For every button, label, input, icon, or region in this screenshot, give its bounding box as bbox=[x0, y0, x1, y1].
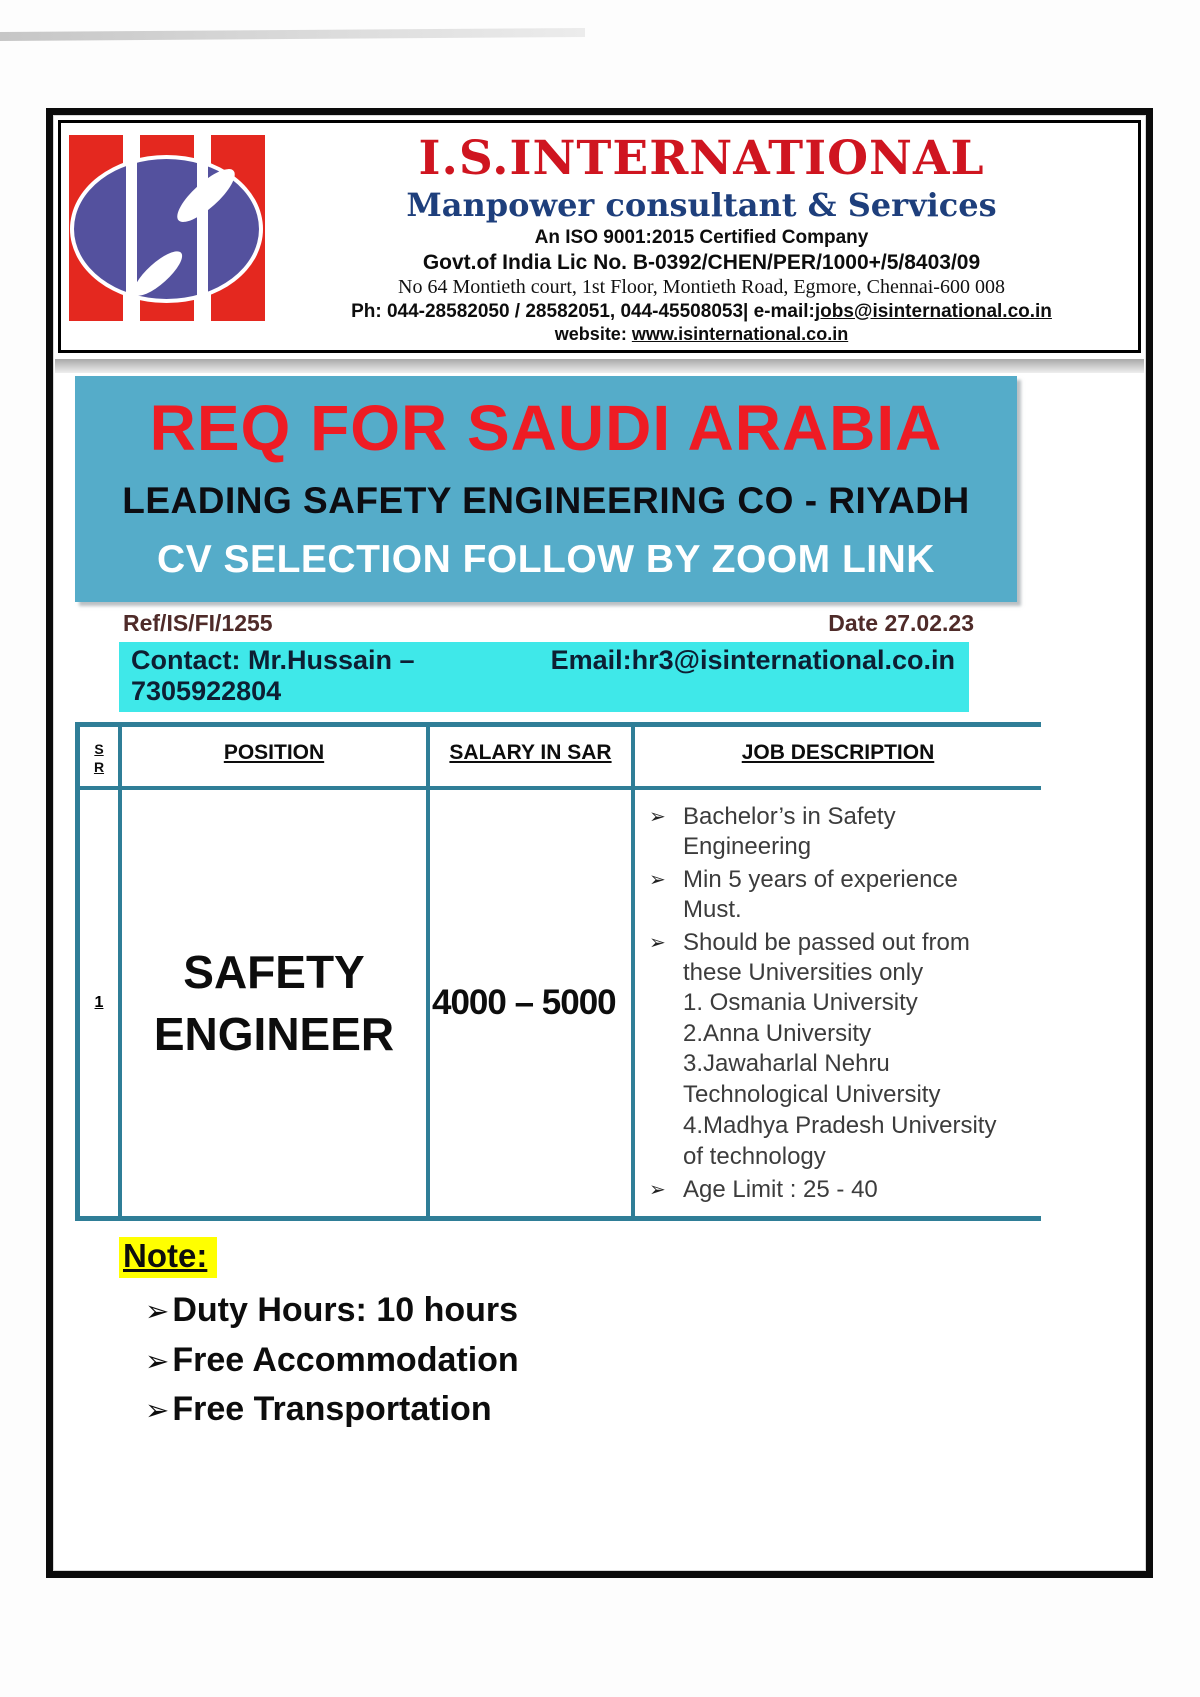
note-item: ➢ Free Accommodation bbox=[145, 1336, 1146, 1385]
job-description-item: ➢ Bachelor’s in Safety Engineering bbox=[649, 803, 896, 861]
website-link[interactable]: www.isinternational.co.in bbox=[631, 323, 849, 344]
requirement-banner bbox=[75, 376, 1017, 602]
arrowhead-bullet-icon: ➢ bbox=[145, 1394, 170, 1427]
row-salary: 4000 – 5000 bbox=[430, 790, 635, 1216]
company-name: I.S.INTERNATIONAL bbox=[418, 131, 985, 186]
university-list-item: 2.Anna University bbox=[683, 1019, 872, 1047]
reference-number: Ref/IS/FI/1255 bbox=[123, 610, 273, 637]
job-description-item: ➢ Min 5 years of experience Must. bbox=[649, 866, 958, 924]
letterhead-text bbox=[271, 123, 1138, 350]
row-serial-number: 1 bbox=[80, 790, 122, 1216]
arrowhead-bullet-icon: ➢ bbox=[649, 869, 666, 892]
company-logo-icon bbox=[69, 135, 265, 321]
license-line: Govt.of India Lic No. B-0392/CHEN/PER/1000+/5/8403/09 bbox=[422, 250, 981, 274]
address-line: No 64 Montieth court, 1st Floor, Montieth Road, Egmore, Chennai-600 008 bbox=[398, 276, 1005, 299]
note-list bbox=[145, 1286, 1146, 1434]
arrowhead-bullet-icon: ➢ bbox=[649, 806, 666, 829]
iso-certification-line: An ISO 9001:2015 Certified Company bbox=[534, 227, 869, 249]
website-line bbox=[275, 324, 1128, 344]
note-item: ➢ Duty Hours: 10 hours bbox=[145, 1286, 1146, 1335]
university-list bbox=[683, 988, 1021, 1172]
letterhead bbox=[58, 120, 1141, 353]
university-list-item: 3.Jawaharlal Nehru Technological University bbox=[683, 1050, 941, 1109]
column-header-salary: SALARY IN SAR bbox=[430, 727, 635, 790]
column-header-position: POSITION bbox=[122, 727, 430, 790]
contact-bar bbox=[119, 642, 969, 712]
company-tagline: Manpower consultant & Services bbox=[406, 185, 997, 224]
document-page bbox=[46, 108, 1153, 1578]
ref-date-row bbox=[123, 610, 974, 637]
phone-line bbox=[275, 301, 1128, 322]
email-link[interactable]: jobs@isinternational.co.in bbox=[814, 300, 1052, 322]
arrowhead-bullet-icon: ➢ bbox=[145, 1345, 170, 1378]
university-list-item: 4.Madhya Pradesh University of technology bbox=[683, 1111, 997, 1170]
document-date: Date 27.02.23 bbox=[828, 610, 974, 637]
banner-subtitle: LEADING SAFETY ENGINEERING CO - RIYADH bbox=[122, 480, 970, 522]
column-header-sr: S R bbox=[80, 727, 122, 790]
banner-subtitle2: CV SELECTION FOLLOW BY ZOOM LINK bbox=[157, 538, 935, 582]
contact-email[interactable]: Email:hr3@isinternational.co.in bbox=[550, 645, 955, 676]
arrowhead-bullet-icon: ➢ bbox=[145, 1296, 170, 1329]
job-description-item: ➢ Age Limit : 25 - 40 bbox=[649, 1176, 878, 1204]
contact-phone: Contact: Mr.Hussain – 7305922804 bbox=[131, 645, 415, 707]
university-list-item: 1. Osmania University bbox=[683, 989, 918, 1017]
column-header-job-description: JOB DESCRIPTION bbox=[635, 727, 1041, 790]
banner-title: REQ FOR SAUDI ARABIA bbox=[149, 392, 943, 465]
jobs-table bbox=[75, 722, 1041, 1221]
job-description-item: ➢ Should be passed out from these Universities only 1. Osmania University 2.Anna University 3.Jawaharlal Nehru Technological University 4.Madhya Pradesh University of technology bbox=[649, 928, 1033, 1172]
note-item: ➢ Free Transportation bbox=[145, 1385, 1146, 1434]
note-heading: Note: bbox=[119, 1237, 217, 1278]
row-job-description bbox=[635, 790, 1041, 1216]
phone-email-prefix: Ph: 044-28582050 / 28582051, 044-45508053| e-mail: bbox=[351, 300, 815, 322]
scan-shadow-band bbox=[55, 359, 1144, 373]
scan-edge-artifact bbox=[0, 28, 585, 41]
arrowhead-bullet-icon: ➢ bbox=[649, 932, 666, 955]
row-position: SAFETY ENGINEER bbox=[122, 790, 430, 1216]
website-label: website: bbox=[554, 323, 632, 344]
arrowhead-bullet-icon: ➢ bbox=[649, 1179, 666, 1202]
